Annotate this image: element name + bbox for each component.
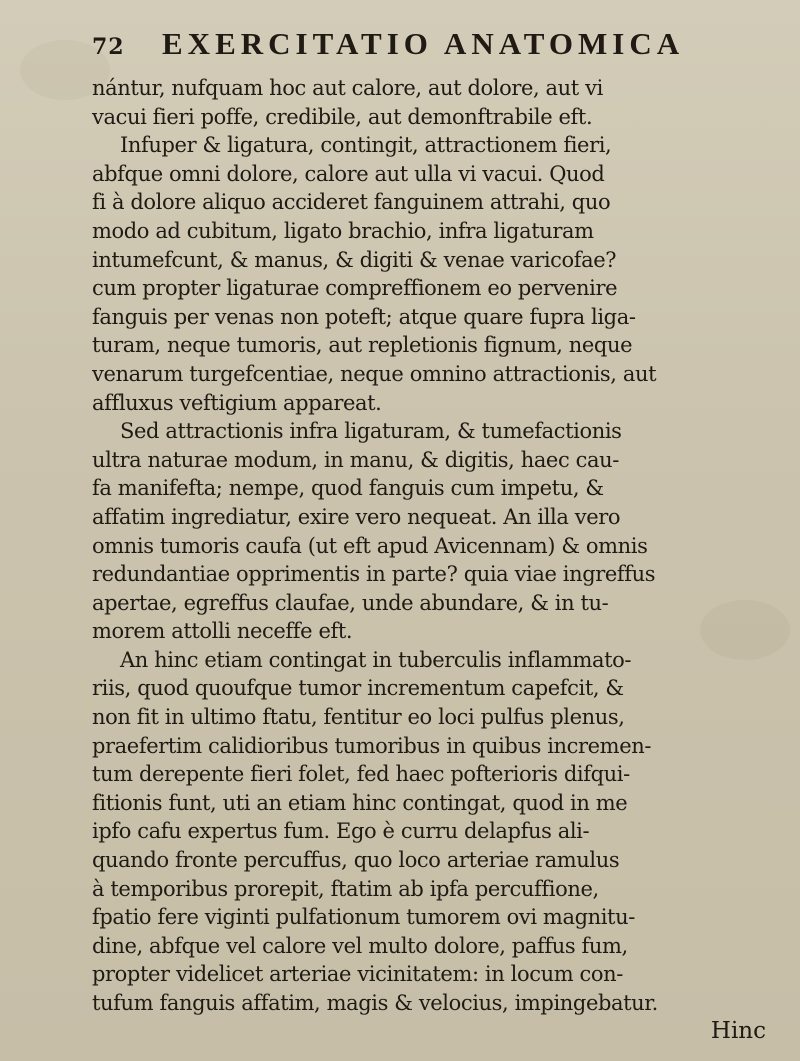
text-line: fpatio fere viginti pulfationum tumorem ovi magnitu- [92,905,635,930]
text-line: venarum turgefcentiae, neque omnino attractionis, aut [92,361,657,386]
text-line: propter videlicet arteriae vicinitatem: in locum con- [92,962,623,987]
text-line: affluxus veftigium appareat. [92,390,382,415]
text-line: cum propter ligaturae compreffionem eo pervenire [92,276,618,301]
text-line: riis, quod quoufque tumor incrementum capefcit, & [92,676,624,701]
running-title: EXERCITATIO ANATOMICA [162,26,685,61]
text-line: quando fronte percuffus, quo loco arteriae ramulus [92,848,620,873]
text-line: nántur, nufquam hoc aut calore, aut dolore, aut vi [92,76,603,100]
text-line: ultra naturae modum, in manu, & digitis, haec cau- [92,447,619,472]
text-line: fa manifefta; nempe, quod fanguis cum impetu, & [92,476,604,501]
text-line: tum derepente fieri folet, fed haec pofterioris difqui- [92,762,630,787]
text-line: An hinc etiam contingat in tuberculis inflammato- [120,647,632,672]
text-line: à temporibus prorepit, ftatim ab ipfa percuffione, [92,876,599,901]
text-line: fi à dolore aliquo accideret fanguinem attrahi, quo [92,190,611,215]
text-line: fitionis funt, uti an etiam hinc contingat, quod in me [92,790,628,815]
text-line: omnis tumoris caufa (ut eft apud Avicennam) & omnis [92,533,648,558]
text-line: intumefcunt, & manus, & digiti & venae varicofae? [92,247,617,272]
catchword: Hinc [710,1017,766,1044]
body-text [92,74,772,1044]
text-line: affatim ingrediatur, exire vero nequeat. An illa vero [92,504,621,529]
text-line: non fit in ultimo ftatu, fentitur eo loci pulfus plenus, [92,705,625,730]
text-line: fanguis per venas non poteft; atque quare fupra liga- [92,304,636,329]
text-line: Infuper & ligatura, contingit, attractionem fieri, [120,133,612,158]
text-line: morem attolli neceffe eft. [92,619,353,644]
text-line: vacui fieri poffe, credibile, aut demonftrabile eft. [92,104,593,129]
page-header [92,26,752,66]
text-line: praefertim calidioribus tumoribus in quibus incremen- [92,733,652,758]
text-line: Sed attractionis infra ligaturam, & tumefactionis [120,419,622,444]
text-line: redundantiae opprimentis in parte? quia viae ingreffus [92,562,656,587]
page-number: 72 [92,34,125,60]
text-line: ipfo cafu expertus fum. Ego è curru delapfus ali- [92,819,590,844]
text-line: apertae, egreffus claufae, unde abundare, & in tu- [92,590,609,615]
text-line: turam, neque tumoris, aut repletionis fignum, neque [92,333,633,358]
text-line: abfque omni dolore, calore aut ulla vi vacui. Quod [92,161,605,186]
text-line: modo ad cubitum, ligato brachio, infra ligaturam [92,218,594,243]
text-line: dine, abfque vel calore vel multo dolore, paffus fum, [92,933,628,958]
text-line: tufum fanguis affatim, magis & velocius, impingebatur. [92,991,658,1015]
